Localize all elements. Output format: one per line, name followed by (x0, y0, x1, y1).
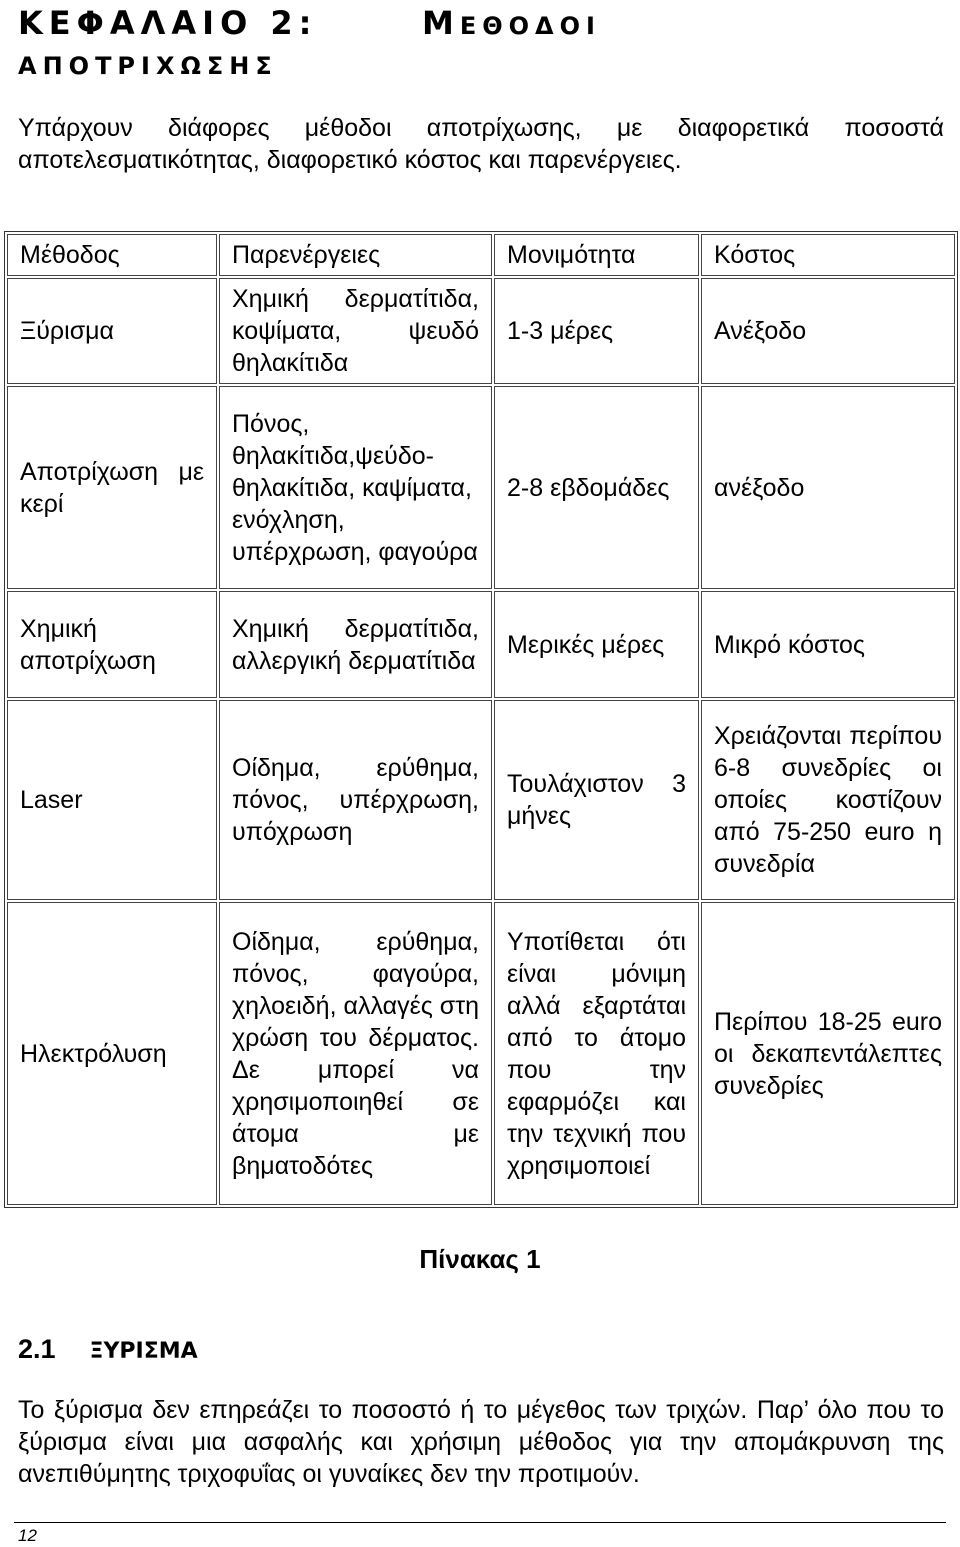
methods-table (4, 231, 958, 1208)
chapter-heading (18, 4, 948, 80)
section-number: 2.1 (18, 1334, 56, 1364)
cell-method: Laser (7, 700, 217, 900)
cell-side-effects: Πόνος, θηλακίτιδα,ψεύδο-θηλακίτιδα, καψίματα, ενόχληση, υπέρχρωση, φαγούρα (219, 386, 492, 589)
header-cost: Κόστος (701, 234, 955, 276)
cell-side-effects: Χημική δερματίτιδα, αλλεργική δερματίτιδα (219, 591, 492, 698)
cell-cost: Περίπου 18-25 euro οι δεκαπεντάλεπτες συνεδρίες (701, 902, 955, 1205)
table-row (7, 591, 955, 698)
table-header-row (7, 234, 955, 276)
chapter-title-rest: ΕΘΟΔΟΙ (459, 12, 601, 40)
cell-method: Χημική αποτρίχωση (7, 591, 217, 698)
table-caption: Πίνακας 1 (419, 1244, 541, 1274)
chapter-title-first: Μ (422, 4, 460, 42)
cell-permanence: 2-8 εβδομάδες (494, 386, 699, 589)
table-row (7, 902, 955, 1205)
section-paragraph: Το ξύρισμα δεν επηρεάζει το ποσοστό ή το μέγεθος των τριχών. Παρ’ όλο που το ξύρισμα είναι μια ασφαλής και χρήσιμη μέθοδος για την απομάκρυνση της ανεπιθύμητης τριχοφυΐας οι γυναίκες δεν την προτιμούν. (18, 1396, 944, 1488)
cell-cost: Ανέξοδο (701, 278, 955, 384)
section-title: ΞΥΡΙΣΜΑ (89, 1339, 198, 1364)
footer-divider (14, 1522, 946, 1523)
section-heading (18, 1334, 198, 1365)
page-number: 12 (18, 1526, 37, 1545)
cell-method: Ξύρισμα (7, 278, 217, 384)
cell-cost: ανέξοδο (701, 386, 955, 589)
intro-line-2: αποτελεσματικότητας, διαφορετικό κόστος και παρενέργειες. (18, 146, 682, 174)
table-row (7, 700, 955, 900)
cell-permanence: Τουλάχιστον 3 μήνες (494, 700, 699, 900)
cell-side-effects: Οίδημα, ερύθημα, πόνος, φαγούρα, χηλοειδή, αλλαγές στη χρώση του δέρματος. Δε μπορεί να χρησιμοποιηθεί σε άτομα με βηματοδότες (219, 902, 492, 1205)
header-permanence: Μονιμότητα (494, 234, 699, 276)
cell-permanence: 1-3 μέρες (494, 278, 699, 384)
cell-cost: Χρειάζονται περίπου 6-8 συνεδρίες οι οποίες κοστίζουν από 75-250 euro η συνεδρία (701, 700, 955, 900)
header-side-effects: Παρενέργειες (219, 234, 492, 276)
table-row (7, 386, 955, 589)
cell-cost: Μικρό κόστος (701, 591, 955, 698)
cell-side-effects: Χημική δερματίτιδα, κοψίματα, ψευδό θηλακίτιδα (219, 278, 492, 384)
cell-permanence: Μερικές μέρες (494, 591, 699, 698)
chapter-title-line2: ΑΠΟΤΡΙΧΩΣΗΣ (18, 52, 278, 80)
header-method: Μέθοδος (7, 234, 217, 276)
intro-line-1: Υπάρχουν διάφορες μέθοδοι αποτρίχωσης, με διαφορετικά ποσοστά (18, 114, 944, 142)
chapter-number: ΚΕΦΑΛΑΙΟ 2: (18, 4, 318, 42)
table-row (7, 278, 955, 384)
chapter-title (422, 4, 601, 42)
cell-method: Ηλεκτρόλυση (7, 902, 217, 1205)
cell-method: Αποτρίχωση με κερί (7, 386, 217, 589)
cell-side-effects: Οίδημα, ερύθημα, πόνος, υπέρχρωση, υπόχρωση (219, 700, 492, 900)
intro-paragraph (18, 112, 944, 176)
cell-permanence: Υποτίθεται ότι είναι μόνιμη αλλά εξαρτάται από το άτομο που την εφαρμόζει και την τεχνική που χρησιμοποιεί (494, 902, 699, 1205)
